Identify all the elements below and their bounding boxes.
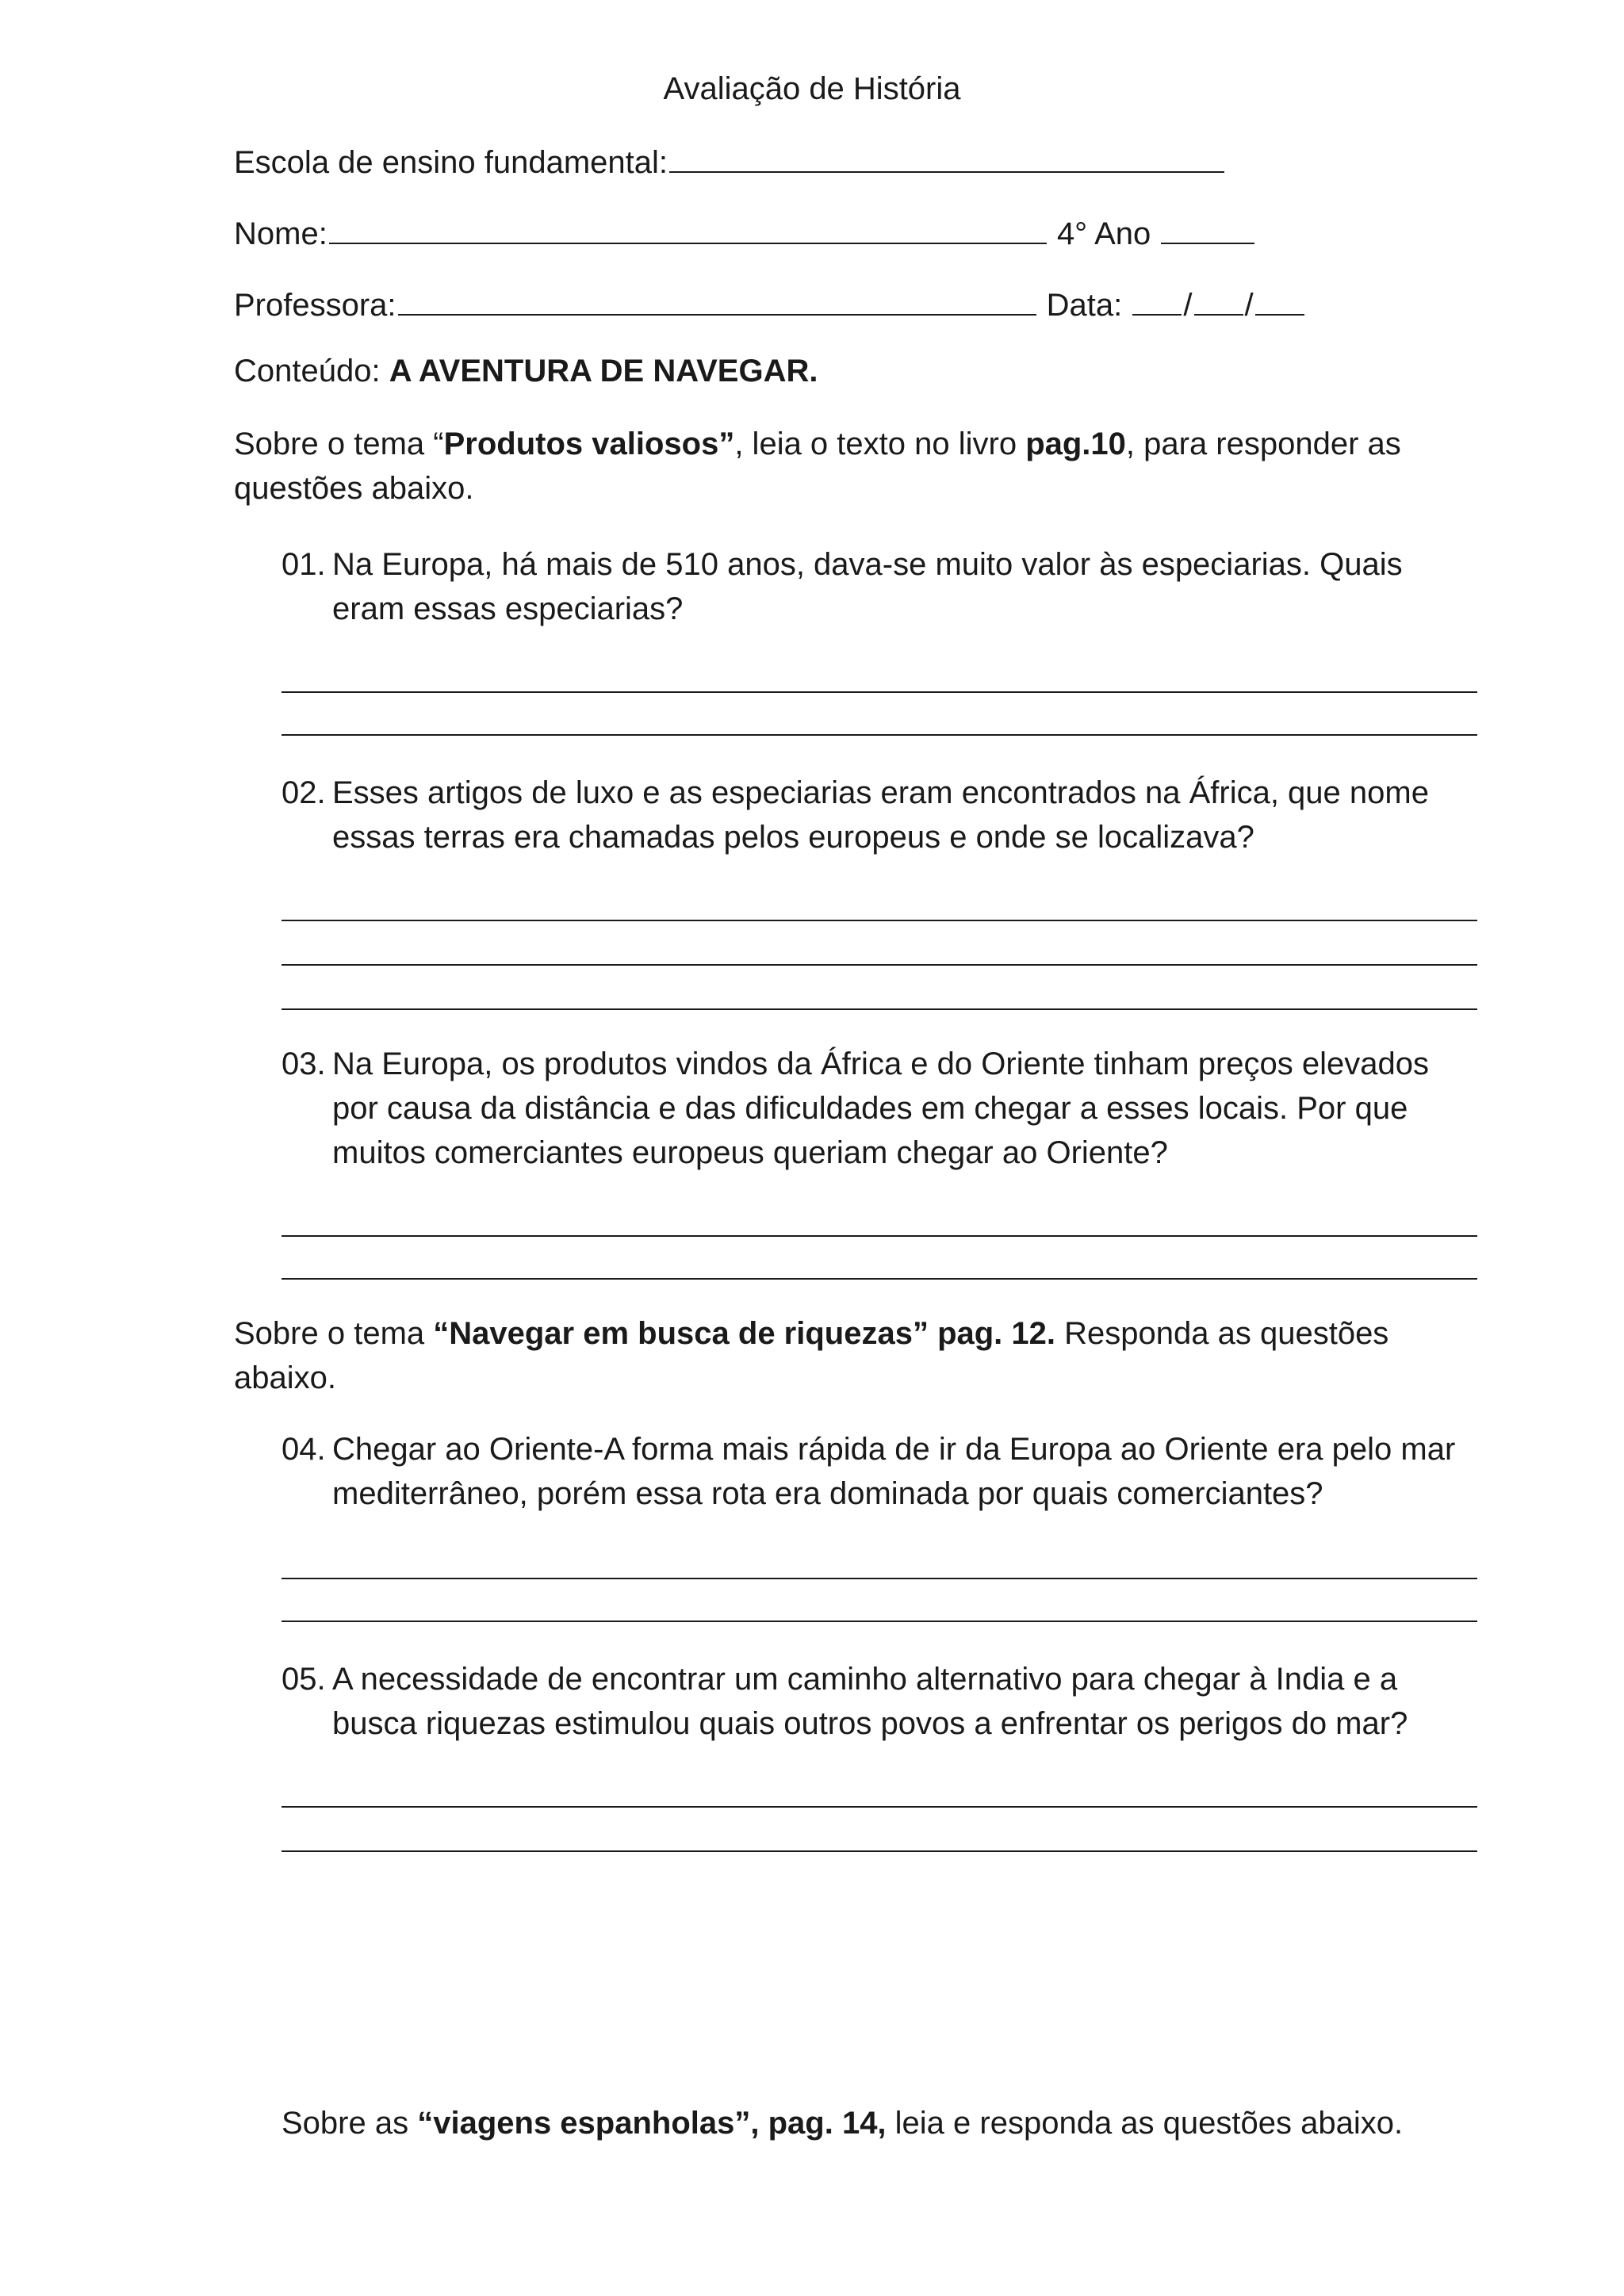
school-label: Escola de ensino fundamental: bbox=[234, 145, 668, 180]
date-label: Data: bbox=[1046, 288, 1123, 323]
question-01 bbox=[282, 542, 1477, 631]
section3-intro bbox=[282, 2101, 1403, 2145]
answer-line[interactable] bbox=[282, 1278, 1477, 1280]
question-number: 05. bbox=[282, 1662, 326, 1697]
answer-line[interactable] bbox=[282, 1850, 1477, 1852]
question-text: Esses artigos de luxo e as especiarias eram encontrados na África, que nome essas terras era chamadas pelos europeus e onde se localizava? bbox=[332, 775, 1429, 855]
date-separator: / bbox=[1183, 288, 1193, 323]
grade-blank[interactable] bbox=[1161, 211, 1254, 244]
question-text: Na Europa, há mais de 510 anos, dava-se muito valor às especiarias. Quais eram essas especiarias? bbox=[332, 547, 1403, 626]
section1-intro bbox=[234, 422, 1487, 511]
page-title: Avaliação de História bbox=[663, 71, 961, 106]
intro-topic: “viagens espanholas”, pag. 14, bbox=[417, 2106, 887, 2141]
intro-topic: “Navegar em busca de riquezas” pag. 12. bbox=[433, 1316, 1056, 1351]
intro-text: Sobre as bbox=[282, 2106, 418, 2141]
question-text: Na Europa, os produtos vindos da África e do Oriente tinham preços elevados por causa da distância e das dificuldades em chegar a esses locais. Por que muitos comerciantes europeus queriam chegar ao Oriente? bbox=[332, 1047, 1430, 1170]
intro-text: Responda as questões abaixo. bbox=[234, 1316, 1389, 1395]
question-number: 02. bbox=[282, 775, 326, 810]
question-number: 01. bbox=[282, 547, 326, 582]
intro-text: Sobre o tema bbox=[234, 1316, 434, 1351]
content-label: Conteúdo: bbox=[234, 354, 381, 388]
answer-line[interactable] bbox=[282, 964, 1477, 966]
question-04 bbox=[282, 1427, 1477, 1516]
date-year-blank[interactable] bbox=[1255, 282, 1304, 316]
question-number: 03. bbox=[282, 1047, 326, 1081]
school-blank[interactable] bbox=[669, 140, 1224, 173]
teacher-blank[interactable] bbox=[398, 282, 1036, 316]
answer-line[interactable] bbox=[282, 1578, 1477, 1579]
intro-text: leia e responda as questões abaixo. bbox=[886, 2106, 1404, 2141]
intro-page: pag.10 bbox=[1025, 427, 1126, 461]
teacher-field bbox=[234, 282, 1306, 327]
section2-intro bbox=[234, 1311, 1487, 1400]
question-02 bbox=[282, 771, 1477, 859]
date-separator: / bbox=[1244, 288, 1254, 323]
content-line bbox=[234, 349, 818, 393]
content-value: A AVENTURA DE NAVEGAR. bbox=[389, 354, 818, 388]
answer-line[interactable] bbox=[282, 691, 1477, 693]
answer-line[interactable] bbox=[282, 1008, 1477, 1010]
name-blank[interactable] bbox=[329, 211, 1047, 244]
intro-topic: Produtos valiosos” bbox=[443, 427, 735, 461]
intro-text: , para responder as questões abaixo. bbox=[234, 427, 1401, 506]
grade-label: 4° Ano bbox=[1056, 216, 1151, 251]
answer-line[interactable] bbox=[282, 1235, 1477, 1237]
question-number: 04. bbox=[282, 1432, 326, 1467]
question-03 bbox=[282, 1042, 1477, 1175]
question-text: Chegar ao Oriente-A forma mais rápida de ir da Europa ao Oriente era pelo mar mediterrâneo, porém essa rota era dominada por quais comerciantes? bbox=[332, 1432, 1456, 1511]
name-field bbox=[234, 211, 1256, 256]
name-label: Nome: bbox=[234, 216, 327, 251]
question-text: A necessidade de encontrar um caminho alternativo para chegar à India e a busca riquezas estimulou quais outros povos a enfrentar os perigos do mar? bbox=[332, 1662, 1408, 1741]
school-field bbox=[234, 140, 1226, 185]
date-day-blank[interactable] bbox=[1132, 282, 1182, 316]
question-05 bbox=[282, 1657, 1477, 1746]
answer-line[interactable] bbox=[282, 1621, 1477, 1622]
answer-line[interactable] bbox=[282, 920, 1477, 921]
answer-line[interactable] bbox=[282, 734, 1477, 736]
intro-text: , leia o texto no livro bbox=[734, 427, 1026, 461]
intro-text: Sobre o tema “ bbox=[234, 427, 444, 461]
date-month-blank[interactable] bbox=[1194, 282, 1243, 316]
teacher-label: Professora: bbox=[234, 288, 396, 323]
answer-line[interactable] bbox=[282, 1806, 1477, 1808]
